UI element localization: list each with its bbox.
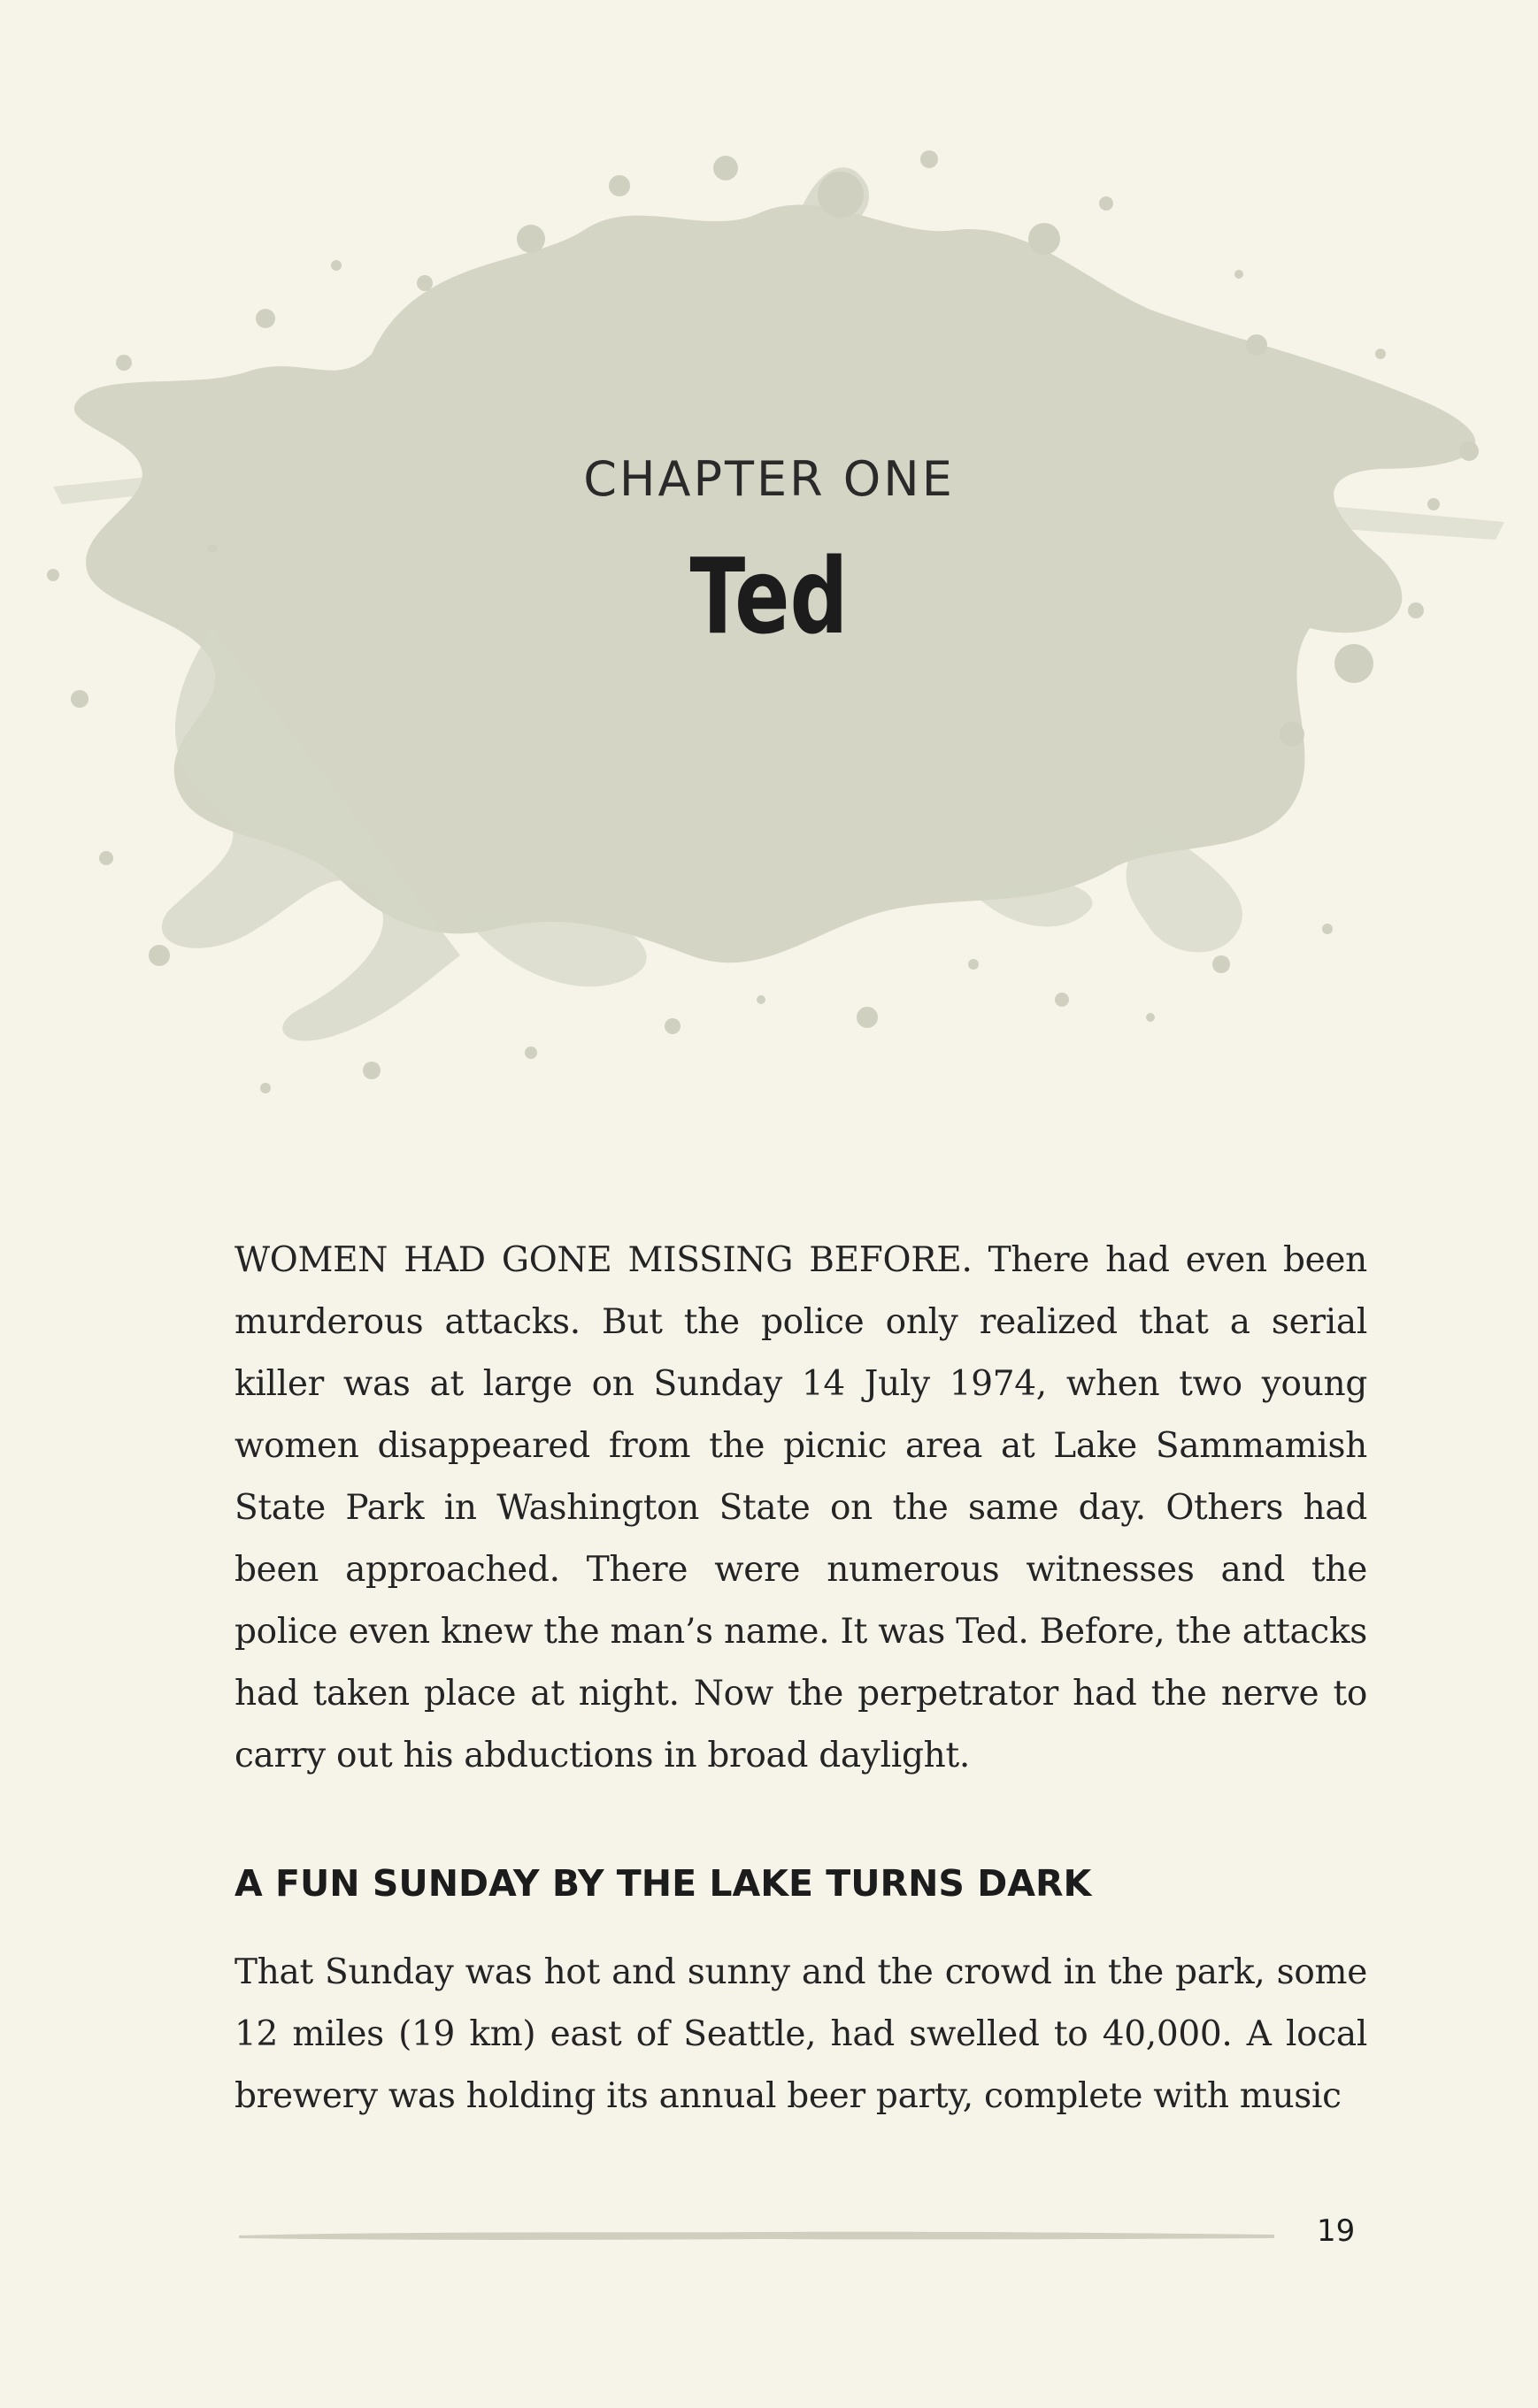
page-number: 19 [1317, 2213, 1356, 2249]
section-heading: A FUN SUNDAY BY THE LAKE TURNS DARK [235, 1862, 1092, 1905]
paragraph: That Sunday was hot and sunny and the crowd in the park, some 12 miles (19 km) east of Seattle, had swelled to 40,000. A local brewery was holding its annual beer party, complete with music [235, 1952, 1367, 2116]
footer-brush-rule [239, 2228, 1274, 2243]
section-body-text [235, 1942, 1367, 2128]
chapter-title: Ted [689, 535, 849, 657]
chapter-label: CHAPTER ONE [583, 451, 955, 507]
chapter-opening-text [235, 1230, 1367, 1787]
paragraph: WOMEN HAD GONE MISSING BEFORE. There had even been murderous attacks. But the police only realized that a serial killer was at large on Sunday 14 July 1974, when two young women disappeared from the picnic area at Lake Sammamish State Park in Washington State on the same day. Others had been approached. There were numerous witnesses and the police even knew the man’s name. It was Ted. Before, the attacks had taken place at night. Now the perpetrator had the nerve to carry out his abductions in broad daylight. [235, 1240, 1367, 1775]
